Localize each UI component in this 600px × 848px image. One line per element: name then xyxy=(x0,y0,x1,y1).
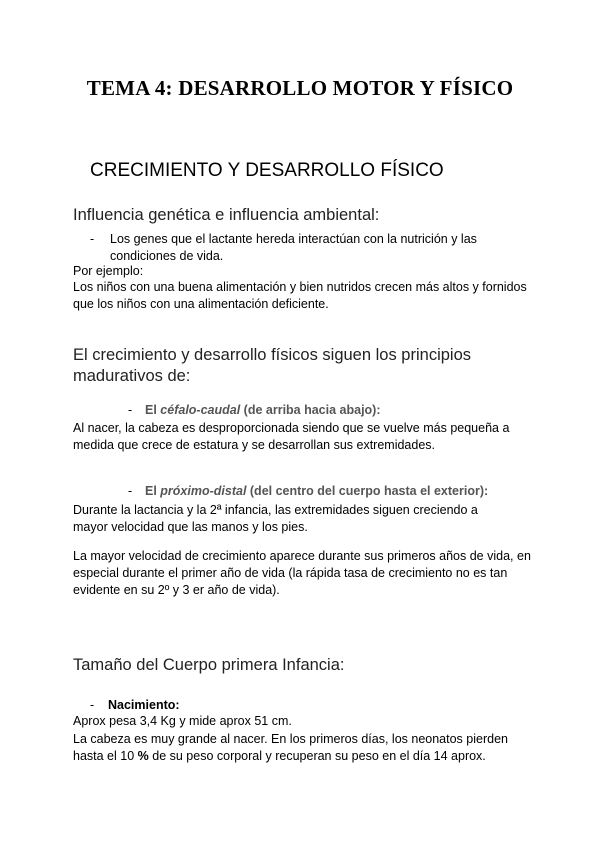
influence-heading: Influencia genética e influencia ambiental: xyxy=(73,206,380,224)
principles-heading-line2: madurativos de: xyxy=(73,367,191,385)
cephalo-label: El céfalo-caudal (de arriba hacia abajo): xyxy=(145,403,381,417)
section-heading: CRECIMIENTO Y DESARROLLO FÍSICO xyxy=(90,160,444,181)
cephalo-text: Al nacer, la cabeza es desproporcionada siendo que se vuelve más pequeña a medida que crece de estatura y se desarrollan sus extremidades. xyxy=(73,421,510,452)
bullet-dash: - xyxy=(90,698,95,712)
proximo-text: Durante la lactancia y la 2ª infancia, las extremidades siguen creciendo a mayor velocidad que las manos y los pies. xyxy=(73,503,478,534)
size-heading: Tamaño del Cuerpo primera Infancia: xyxy=(73,656,345,674)
birth-line: Aprox pesa 3,4 Kg y mide aprox 51 cm. xyxy=(73,714,292,728)
bullet-dash: - xyxy=(90,232,95,246)
example-text: Los niños con una buena alimentación y bien nutridos crecen más altos y fornidos que los niños con una alimentación deficiente. xyxy=(73,280,527,311)
influence-bullet-text: Los genes que el lactante hereda interactúan con la nutrición y las condiciones de vida. xyxy=(110,232,477,263)
bullet-dash: - xyxy=(128,403,133,417)
velocity-text: La mayor velocidad de crecimiento aparece durante sus primeros años de vida, en especial durante el primer año de vida (la rápida tasa de crecimiento no es tan evidente en su 2º y 3 er año de vida). xyxy=(73,549,531,597)
birth-label: Nacimiento: xyxy=(108,698,180,712)
principles-heading-line1: El crecimiento y desarrollo físicos siguen los principios xyxy=(73,346,471,364)
proximo-bullet xyxy=(128,483,548,500)
birth-text: La cabeza es muy grande al nacer. En los primeros días, los neonatos pierden hasta el 10 % de su peso corporal y recuperan su peso en el día 14 aprox. xyxy=(73,732,508,763)
principles-heading xyxy=(73,345,533,387)
proximo-label: El próximo-distal (del centro del cuerpo hasta el exterior): xyxy=(145,484,489,498)
page-title: TEMA 4: DESARROLLO MOTOR Y FÍSICO xyxy=(86,76,514,100)
birth-bullet xyxy=(90,697,390,714)
example-label: Por ejemplo: xyxy=(73,264,144,278)
cephalo-bullet xyxy=(128,402,528,419)
bullet-dash: - xyxy=(128,484,133,498)
influence-bullet xyxy=(90,231,490,265)
